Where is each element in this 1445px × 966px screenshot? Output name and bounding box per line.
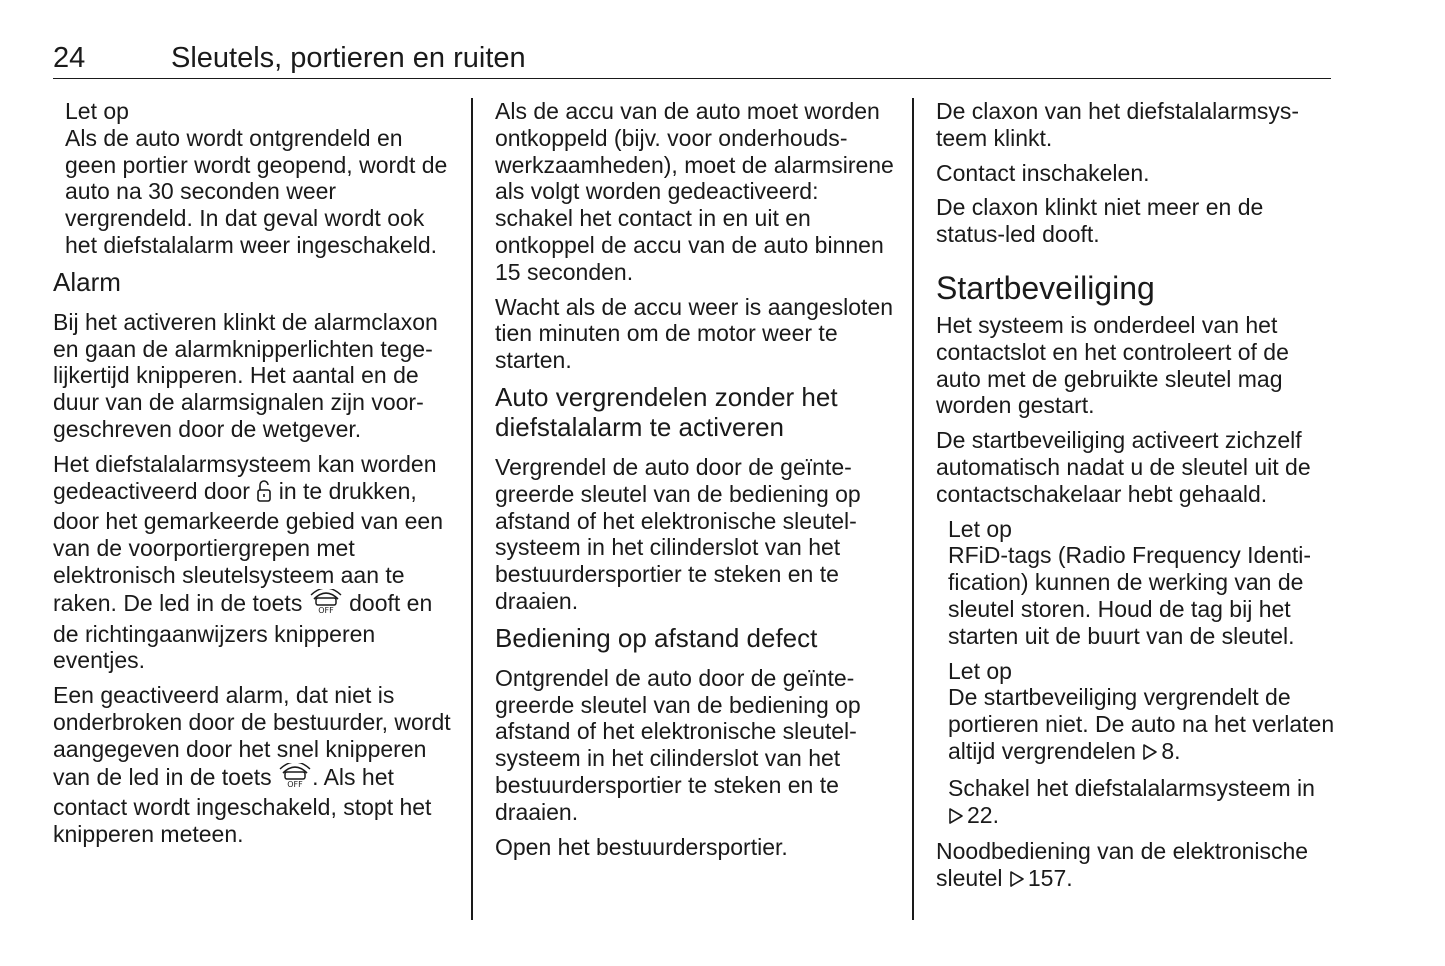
svg-text:OFF: OFF: [317, 605, 334, 615]
column-right: [936, 98, 1336, 902]
column-divider: [912, 98, 914, 920]
section-heading-startbeveiliging: Startbeveiliging: [936, 269, 1155, 306]
column-left: [53, 98, 453, 856]
note-label: Let op: [948, 515, 1012, 542]
paragraph: Het systeem is onderdeel van het contactslot en het controleert of de auto met de gebruikte sleutel mag worden gestart.: [936, 311, 1289, 419]
svg-text:OFF: OFF: [287, 779, 303, 789]
page-reference-arrow-icon: [1142, 740, 1158, 767]
alarm-off-icon: [278, 763, 312, 795]
note-label: Let op: [65, 98, 129, 124]
note-block: [65, 98, 453, 259]
note-text: Als de auto wordt ontgrendeld en geen portier wordt geopend, wordt de auto na 30 seconden weer vergrendeld. In dat geval wordt ook het diefstalalarm weer ingeschakeld.: [65, 124, 448, 258]
page-reference-link[interactable]: 8.: [1161, 737, 1181, 764]
page-reference-link[interactable]: 22.: [967, 801, 999, 828]
section-heading: Auto vergrendelen zonder het diefstalalarm te activeren: [495, 381, 838, 442]
column-divider: [471, 98, 473, 920]
paragraph: Wacht als de accu weer is aangesloten tien minuten om de motor weer te starten.: [495, 293, 894, 374]
paragraph: Open het bestuurdersportier.: [495, 833, 788, 860]
note-block: [948, 775, 1336, 831]
page-number: 24: [53, 42, 86, 74]
section-heading-alarm: Alarm: [53, 266, 121, 297]
paragraph-text: . Als het contact wordt ingeschakeld, stopt het knipperen meteen.: [53, 763, 432, 848]
note-block: [948, 658, 1336, 767]
paragraph: De claxon van het diefstalalarmsysteem klinkt.: [936, 98, 1300, 151]
page-reference-link[interactable]: 157.: [1027, 865, 1073, 892]
note-block: [948, 516, 1336, 650]
padlock-open-icon: [256, 479, 272, 509]
paragraph: [53, 682, 453, 848]
paragraph-text: dooft en de richtingaanwijzers knipperen eventjes.: [53, 589, 433, 674]
paragraph-text: Noodbediening van de elektronische sleutel: [936, 838, 1309, 892]
paragraph: Ontgrendel de auto door de geïntegreerde sleutel van de bediening op afstand of het elektronische sleutelsysteem in het cilinderslot van het bestuurdersportier te steken en te draaien.: [495, 664, 861, 825]
paragraph: Bij het activeren klinkt de alarmclaxon en gaan de alarmknipperlichten tegelijkertijd knipperen. Het aantal en de duur van de alarmsignalen zijn voorgeschreven door de wetgever.: [53, 308, 438, 442]
alarm-off-icon: [309, 589, 343, 621]
column-middle: [495, 98, 895, 868]
page-reference-arrow-icon: [948, 804, 964, 831]
paragraph: Vergrendel de auto door de geïntegreerde sleutel van de bediening op afstand of het elektronische sleutelsysteem in het cilinderslot van het bestuurdersportier te steken en te draaien.: [495, 453, 861, 614]
paragraph: [936, 838, 1336, 894]
page-header: [53, 38, 1331, 79]
page-title: Sleutels, portieren en ruiten: [171, 42, 526, 74]
paragraph: De claxon klinkt niet meer en de status-led dooft.: [936, 194, 1264, 248]
paragraph-text: Een geactiveerd alarm, dat niet is onderbroken door de bestuurder, wordt aangegeven door het snel knipperen van de led in de toets: [53, 682, 451, 790]
paragraph-text: Het diefstalalarmsysteem kan worden gedeactiveerd door: [53, 450, 437, 504]
paragraph: Als de accu van de auto moet worden ontkoppeld (bijv. voor onderhoudswerkzaamheden), moet de alarmsirene als volgt worden gedeactiveerd: schakel het contact in en uit en ontkoppel de accu van de auto binnen 15 seconden.: [495, 98, 894, 285]
section-heading: Bediening op afstand defect: [495, 622, 818, 653]
paragraph: De startbeveiliging activeert zichzelf automatisch nadat u de sleutel uit de contactschakelaar hebt gehaald.: [936, 427, 1311, 507]
paragraph: [53, 451, 453, 674]
page-reference-arrow-icon: [1009, 867, 1025, 894]
paragraph: Contact inschakelen.: [936, 159, 1150, 186]
note-text: De startbeveiliging vergrendelt de portieren niet. De auto na het verlaten altijd vergrendelen: [948, 684, 1335, 764]
note-text: Schakel het diefstalalarmsysteem in: [948, 774, 1315, 801]
note-label: Let op: [948, 657, 1012, 684]
note-text: RFiD-tags (Radio Frequency Identification) kunnen de werking van de sleutel storen. Houd de tag bij het starten uit de buurt van de sleutel.: [948, 542, 1312, 649]
paragraph-text: in te drukken, door het gemarkeerde gebied van een van de voorportiergrepen met elektronisch sleutelsysteem aan te raken. De led in de toets: [53, 477, 444, 616]
